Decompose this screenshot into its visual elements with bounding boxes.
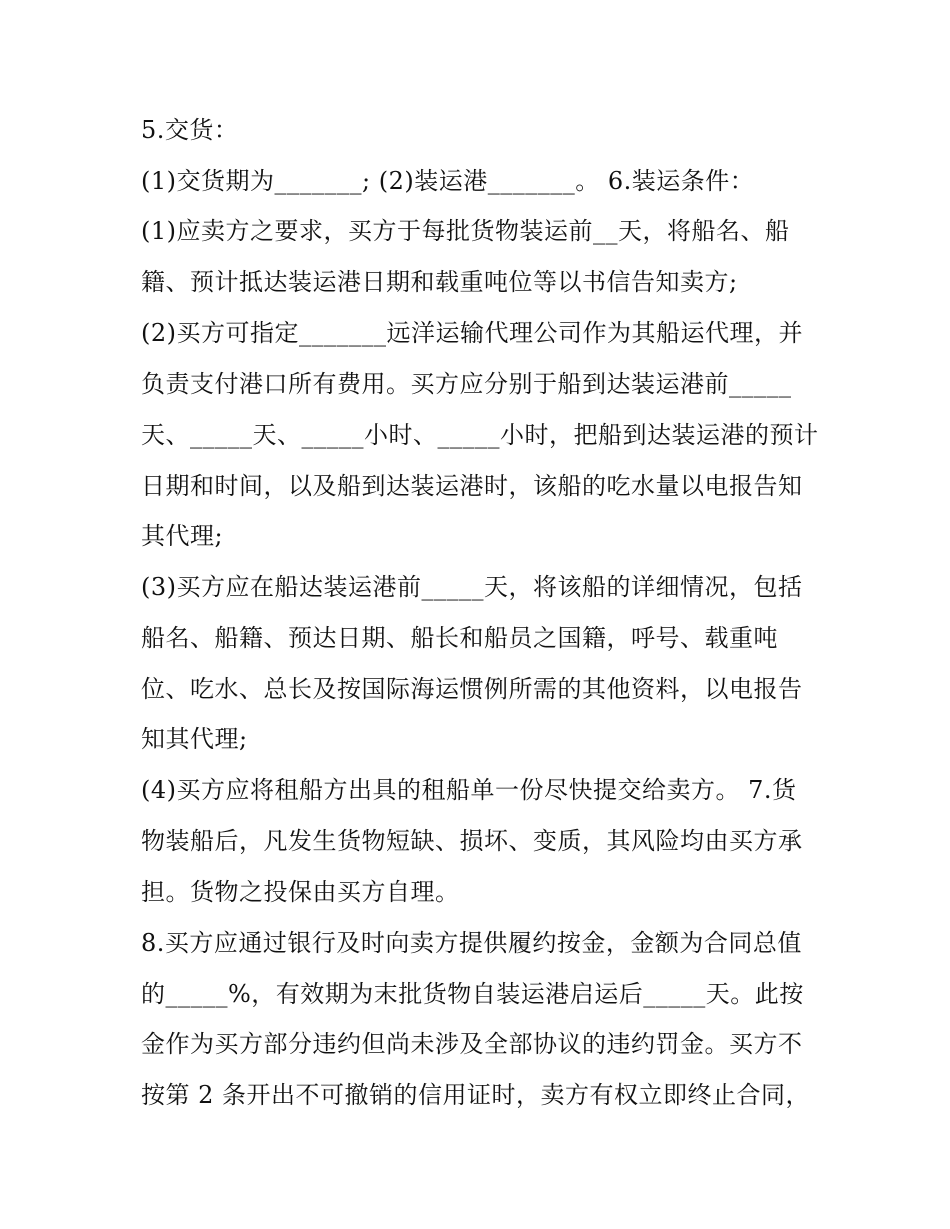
text-line: 日期和时间，以及船到达装运港时，该船的吃水量以电报告知 [141, 472, 803, 500]
text-line: 天、_____天、_____小时、_____小时，把船到达装运港的预计 [141, 421, 819, 449]
text-line: 知其代理; [141, 725, 248, 753]
text-line: (4)买方应将租船方出具的租船单一份尽快提交给卖方。 7.货 [141, 776, 797, 804]
text-line: 籍、预计抵达装运港日期和载重吨位等以书信告知卖方; [141, 268, 738, 296]
text-line: (1)交货期为_______; (2)装运港_______。 6.装运条件： [141, 167, 755, 195]
text-line: 担。货物之投保由买方自理。 [141, 878, 460, 906]
text-line: 其代理; [141, 522, 224, 550]
text-line: 物装船后，凡发生货物短缺、损坏、变质，其风险均由买方承 [141, 827, 803, 855]
text-line: 8.买方应通过银行及时向卖方提供履约按金，金额为合同总值 [141, 929, 802, 957]
text-line: 船名、船籍、预达日期、船长和船员之国籍，呼号、载重吨 [141, 624, 778, 652]
text-line: 金作为买方部分违约但尚未涉及全部协议的违约罚金。买方不 [141, 1030, 803, 1058]
text-line: 的_____%，有效期为末批货物自装运港启运后_____天。此按 [141, 980, 804, 1008]
text-line: (3)买方应在船达装运港前_____天，将该船的详细情况，包括 [141, 573, 803, 601]
text-line: 位、吃水、总长及按国际海运惯例所需的其他资料，以电报告 [141, 675, 803, 703]
text-line: (2)买方可指定_______远洋运输代理公司作为其船运代理，并 [141, 319, 803, 347]
text-line: (1)应卖方之要求，买方于每批货物装运前__天，将船名、船 [141, 217, 790, 245]
text-line: 按第 2 条开出不可撤销的信用证时，卖方有权立即终止合同， [141, 1081, 811, 1109]
text-line: 负责支付港口所有费用。买方应分别于船到达装运港前_____ [141, 370, 792, 398]
text-line: 5.交货： [141, 116, 239, 144]
